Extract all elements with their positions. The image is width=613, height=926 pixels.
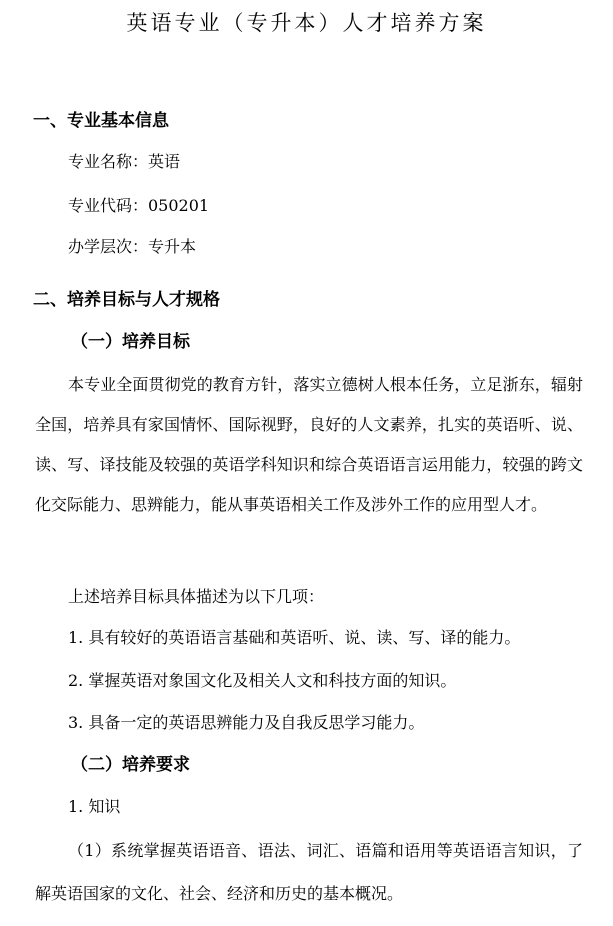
subsection-heading-requirements: （二）培养要求 [71, 755, 190, 775]
goals-intro-line: 上述培养目标具体描述为以下几项： [68, 587, 325, 606]
education-level-line: 办学层次：专升本 [68, 237, 197, 256]
goal-item-2: 2. 掌握英语对象国文化及相关人文和科技方面的知识。 [68, 671, 457, 690]
knowledge-item-1: （1）系统掌握英语语音、语法、词汇、语篇和语用等英语语言知识，了解英语国家的文化、社会、经济和历史的基本概况。 [35, 841, 583, 903]
subsection-heading-goals: （一）培养目标 [71, 332, 190, 352]
knowledge-label: 1. 知识 [68, 797, 121, 816]
document-title: 英语专业（专升本）人才培养方案 [126, 11, 487, 35]
major-code-line: 专业代码：050201 [68, 196, 210, 215]
goals-paragraph: 本专业全面贯彻党的教育方针，落实立德树人根本任务，立足浙东，辐射全国，培养具有家国情怀、国际视野，良好的人文素养，扎实的英语听、说、读、写、译技能及较强的英语学科知识和综合英语语言运用能力，较强的跨文化交际能力、思辨能力，能从事英语相关工作及涉外工作的应用型人才。 [35, 375, 583, 514]
section-heading-basic-info: 一、专业基本信息 [33, 111, 169, 131]
section-heading-goals-specs: 二、培养目标与人才规格 [33, 290, 220, 310]
goal-item-3: 3. 具备一定的英语思辨能力及自我反思学习能力。 [68, 713, 425, 732]
goal-item-1: 1. 具有较好的英语语言基础和英语听、说、读、写、译的能力。 [68, 628, 521, 647]
major-name-line: 专业名称：英语 [68, 152, 181, 171]
